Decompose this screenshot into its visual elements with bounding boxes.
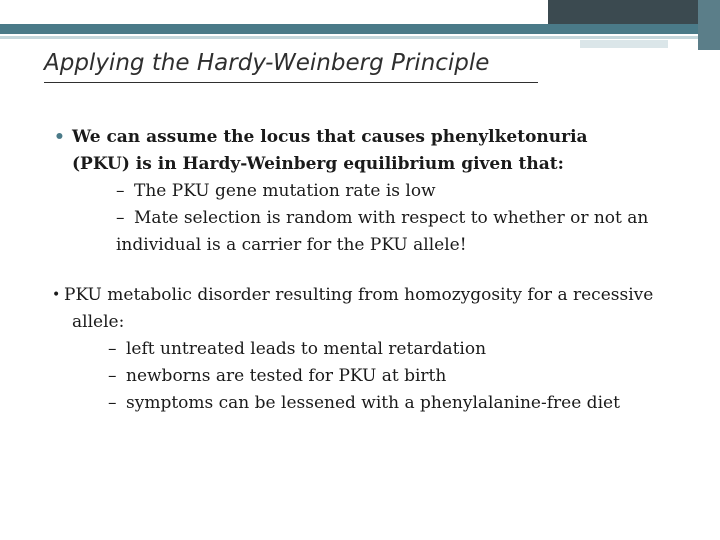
dash-icon: – (108, 393, 117, 413)
bullet-dot-icon: • (54, 127, 65, 147)
bullet-list-2 (52, 282, 653, 417)
bullet-2 (52, 282, 653, 336)
sub-bullet-text: left untreated leads to mental retardation (126, 339, 487, 359)
header-light-block (580, 40, 668, 48)
bullet-2-line-2: allele: (72, 312, 125, 332)
bullet-1 (54, 124, 648, 178)
dash-icon: – (116, 208, 125, 228)
sub-bullet-text: The PKU gene mutation rate is low (134, 181, 436, 201)
dash-icon: – (108, 366, 117, 386)
title-underline (44, 82, 538, 83)
header-bar (0, 24, 720, 34)
sub-bullet-continuation: individual is a carrier for the PKU allele! (116, 235, 467, 255)
header-corner-block (698, 0, 720, 50)
slide-title: Applying the Hardy-Weinberg Principle (44, 50, 490, 76)
sub-bullet (54, 178, 648, 205)
sub-bullet (54, 205, 648, 232)
bullet-1-line-1: We can assume the locus that causes phenylketonuria (72, 127, 588, 147)
sub-bullet-text: newborns are tested for PKU at birth (126, 366, 447, 386)
bullet-dot-icon: • (52, 287, 61, 303)
bullet-list-1 (54, 124, 648, 259)
header-accent-line (0, 36, 700, 39)
dash-icon: – (116, 181, 125, 201)
header-dark-block (548, 0, 698, 24)
dash-icon: – (108, 339, 117, 359)
sub-bullet (52, 336, 653, 363)
bullet-2-line-1: PKU metabolic disorder resulting from homozygosity for a recessive (64, 285, 654, 305)
sub-bullet-text: symptoms can be lessened with a phenylalanine-free diet (126, 393, 620, 413)
sub-bullet (52, 390, 653, 417)
bullet-1-line-2: (PKU) is in Hardy-Weinberg equilibrium given that: (72, 154, 564, 174)
sub-bullet (52, 363, 653, 390)
sub-bullet-text: Mate selection is random with respect to whether or not an (134, 208, 649, 228)
